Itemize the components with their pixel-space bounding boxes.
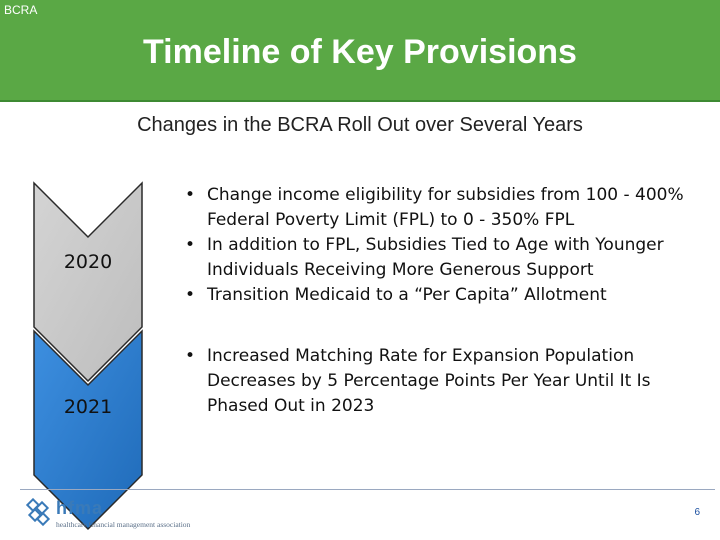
slide-subtitle: Changes in the BCRA Roll Out over Several Years <box>137 114 583 136</box>
year-label-2020: 2020 <box>63 251 113 273</box>
footer-divider <box>20 489 715 490</box>
page-number: 6 <box>694 507 700 518</box>
bullet-list-2021 <box>185 344 705 419</box>
bullet-item: • In addition to FPL, Subsidies Tied to Age with Younger Individuals Receiving More Generous Support <box>185 233 705 283</box>
bullet-item: • Change income eligibility for subsidies from 100 - 400% Federal Poverty Limit (FPL) to 0 - 350% FPL <box>185 183 705 233</box>
logo-wordmark: hfma <box>56 498 104 518</box>
logo-tagline: healthcare financial management association <box>56 520 191 529</box>
bullet-item: • Transition Medicaid to a “Per Capita” Allotment <box>185 283 705 308</box>
hfma-logo-icon <box>26 498 52 528</box>
bullet-item: • Increased Matching Rate for Expansion Population Decreases by 5 Percentage Points Per Year Until It Is Phased Out in 2023 <box>185 344 705 419</box>
year-label-2021: 2021 <box>63 396 113 418</box>
corner-label: BCRA <box>4 3 38 17</box>
bullet-list-2020 <box>185 183 705 308</box>
slide-title: Timeline of Key Provisions <box>143 33 577 71</box>
hfma-logo <box>26 498 216 530</box>
